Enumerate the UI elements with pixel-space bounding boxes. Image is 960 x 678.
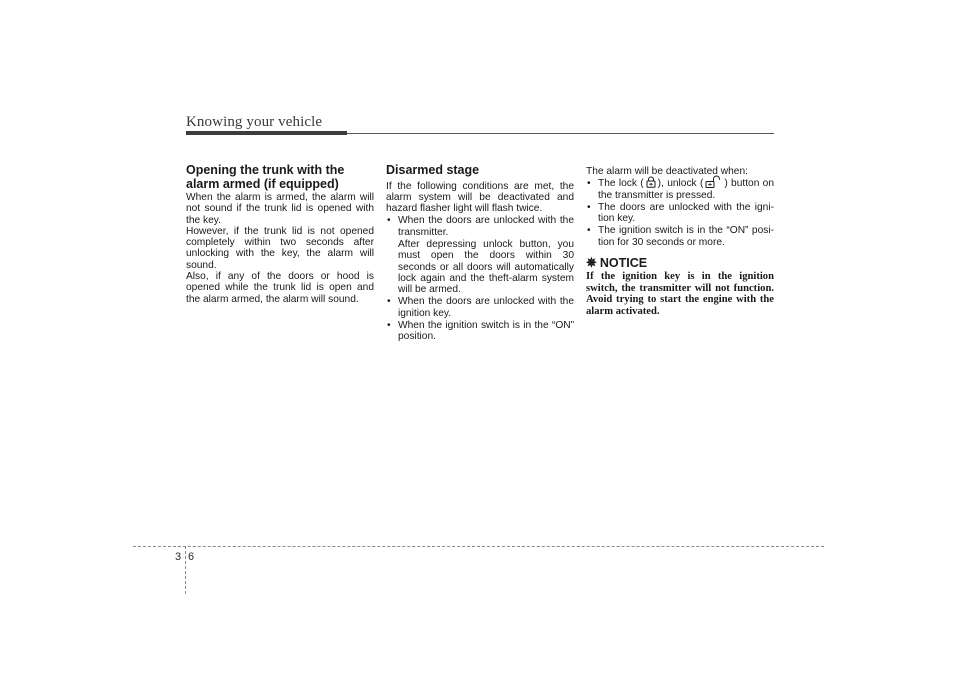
disarmed-stage-intro: If the following conditions are met, the alarm system will be deactivated and hazard flasher light will flash twice. (386, 180, 574, 215)
trunk-alarm-paragraph: When the alarm is armed, the alarm will not sound if the trunk lid is opened with the key. (186, 192, 374, 226)
column-deactivation (586, 166, 774, 317)
header-accent-bar (186, 131, 347, 135)
header-rule (347, 133, 774, 134)
list-item-note: After depressing unlock button, you must open the doors within 30 seconds or all doors will automatically lock again and the theft-alarm system will be armed. (398, 238, 574, 296)
notice-body: If the ignition key is in the ignition switch, the transmitter will not function. Avoid trying to start the engine with the alarm activated. (586, 271, 774, 317)
page-number: 6 (188, 551, 195, 563)
trunk-alarm-paragraph: However, if the trunk lid is not opened completely within two seconds after unlocking with the key, the alarm will sound. (186, 225, 374, 271)
trunk-alarm-paragraph: Also, if any of the doors or hood is opened while the trunk lid is open and the alarm armed, the alarm will sound. (186, 271, 374, 305)
footer-divider (185, 546, 186, 594)
deactivation-intro: The alarm will be deactivated when: (586, 166, 748, 177)
list-item-text: The lock ( (598, 178, 644, 190)
list-item: • When the doors are unlocked with the ignition key. (386, 296, 574, 319)
column-trunk-alarm (186, 164, 374, 305)
list-item: • The doors are unlocked with the igni-tion key. (586, 202, 774, 225)
notice-star-icon: ✵ (586, 255, 597, 271)
list-item (586, 178, 774, 201)
chapter-number: 3 (175, 551, 182, 563)
unlock-icon (705, 175, 722, 188)
column-disarmed-stage (386, 164, 574, 343)
footer-rule (133, 546, 824, 547)
list-item-text: ) button on the transmitter is pressed. (598, 178, 774, 201)
list-item: • When the ignition switch is in the “ON” position. (386, 320, 574, 343)
notice-heading (586, 256, 774, 270)
trunk-alarm-heading: Opening the trunk with the alarm armed (if equipped) (186, 163, 345, 191)
list-item: • The ignition switch is in the “ON” posi-tion for 30 seconds or more. (586, 225, 774, 248)
disarmed-conditions-list (386, 215, 574, 342)
list-item (386, 215, 574, 295)
section-header-title: Knowing your vehicle (186, 114, 323, 130)
list-item-text: • When the doors are unlocked with the transmitter. (398, 215, 574, 238)
list-item-text: ), unlock ( (657, 178, 704, 190)
notice-title: NOTICE (599, 256, 648, 271)
disarmed-stage-heading: Disarmed stage (386, 163, 480, 177)
deactivation-list (586, 178, 774, 248)
lock-icon (646, 176, 656, 188)
